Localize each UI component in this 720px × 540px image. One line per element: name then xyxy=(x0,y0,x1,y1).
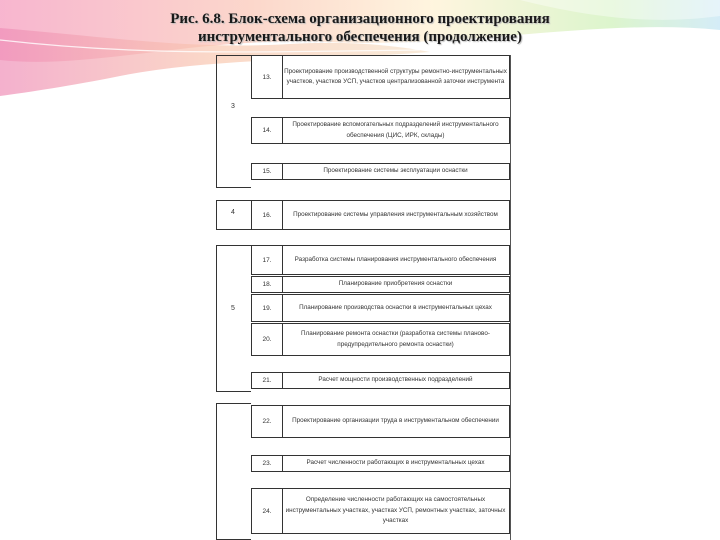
block-number: 16. xyxy=(252,201,283,229)
block-text: Проектирование вспомогательных подразделений инструментального обеспечения (ЦИС, ИРК, склады) xyxy=(292,121,499,139)
block-number: 18. xyxy=(252,277,283,292)
group-bracket-5 xyxy=(216,245,251,392)
block-number: 23. xyxy=(252,456,283,471)
block-text: Разработка системы планирования инструментального обеспечения xyxy=(294,255,497,263)
block-23 xyxy=(251,455,510,472)
block-21 xyxy=(251,372,510,389)
block-text: Расчет мощности производственных подразделений xyxy=(318,376,473,384)
block-text: Планирование ремонта оснастки (разработка системы планово-предупредительного ремонта оснастки) xyxy=(301,330,490,348)
block-20 xyxy=(251,323,510,356)
block-text: Расчет численности работающих в инструментальных цехах xyxy=(306,459,485,467)
group-label-4: 4 xyxy=(231,209,235,216)
figure-title-line-1: Рис. 6.8. Блок-схема организационного проектирования xyxy=(170,11,550,27)
block-text: Планирование приобретения оснастки xyxy=(338,280,453,288)
block-text: Определение численности работающих на самостоятельных инструментальных участках, участках УСП, ремонтных участках, заточных участках xyxy=(285,496,506,525)
group-bracket-3 xyxy=(216,55,251,188)
figure-title-line-2: инструментального обеспечения (продолжение) xyxy=(198,29,522,45)
block-15 xyxy=(251,163,510,180)
block-text: Проектирование системы управления инструментальным хозяйством xyxy=(293,210,498,218)
group-label-5: 5 xyxy=(231,305,235,312)
block-number: 13. xyxy=(252,56,283,98)
block-number: 22. xyxy=(252,406,283,437)
block-text: Планирование производства оснастки в инструментальных цехах xyxy=(299,303,492,311)
figure-title xyxy=(60,10,660,46)
block-24 xyxy=(251,488,510,534)
block-number: 24. xyxy=(252,489,283,533)
block-17 xyxy=(251,245,510,275)
block-number: 14. xyxy=(252,118,283,143)
block-22 xyxy=(251,405,510,438)
block-13 xyxy=(251,55,510,99)
block-number: 17. xyxy=(252,246,283,274)
block-number: 20. xyxy=(252,324,283,355)
block-text: Проектирование производственной структуры ремонтно-инструментальных участков, участков УСП, участков централизованной заточки инструмента xyxy=(284,67,507,85)
group-label-3: 3 xyxy=(231,103,235,110)
block-19 xyxy=(251,294,510,322)
block-text: Проектирование системы эксплуатации оснастки xyxy=(323,167,468,175)
block-number: 15. xyxy=(252,164,283,179)
right-connector-line xyxy=(510,55,511,540)
block-14 xyxy=(251,117,510,144)
block-text: Проектирование организации труда в инструментальном обеспечении xyxy=(292,417,499,425)
block-number: 19. xyxy=(252,295,283,321)
block-16 xyxy=(251,200,510,230)
block-18 xyxy=(251,276,510,293)
block-number: 21. xyxy=(252,373,283,388)
group-bracket-6 xyxy=(216,403,251,540)
